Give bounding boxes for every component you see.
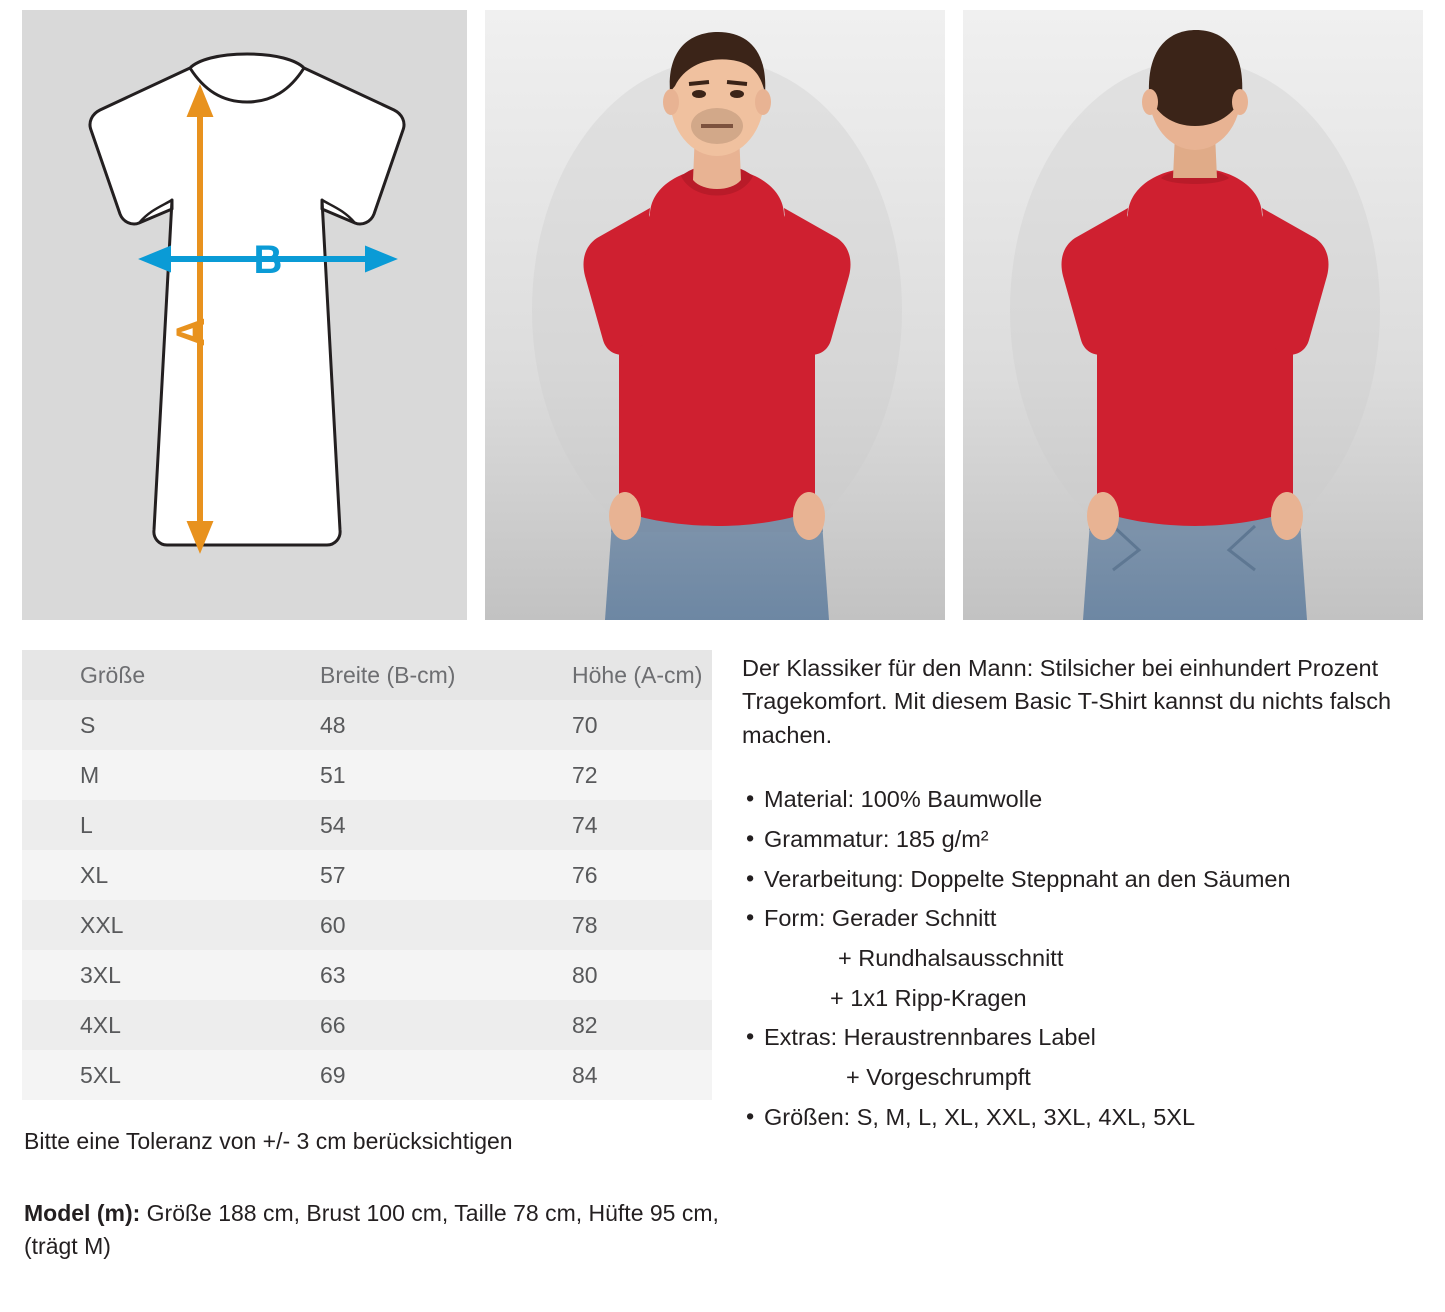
cell-width: 57 [262,850,514,900]
table-row [22,800,712,850]
description-column [742,650,1422,1264]
list-item: + Rundhalsausschnitt [838,944,1064,971]
tolerance-note: Bitte eine Toleranz von +/- 3 cm berücksichtigen [24,1128,513,1154]
list-item: • Material: 100% Baumwolle [742,782,1422,818]
cell-height: 78 [514,900,712,950]
model-note-label: Model (m): [24,1200,141,1226]
table-row [22,1000,712,1050]
table-row [22,700,712,750]
cell-size: 4XL [22,1000,262,1050]
cell-height: 84 [514,1050,712,1100]
measurement-diagram-panel [22,10,467,620]
cell-size: L [22,800,262,850]
list-item: • Verarbeitung: Doppelte Steppnaht an den Säumen [742,862,1422,898]
diagram-label-b: B [253,238,283,282]
table-row [22,900,712,950]
col-header-height: Höhe (A-cm) [514,650,712,700]
cell-height: 80 [514,950,712,1000]
table-row [22,1050,712,1100]
model-front-photo [485,10,945,620]
cell-width: 48 [262,700,514,750]
list-item: • Form: Gerader Schnitt [742,901,1422,937]
col-header-size: Größe [22,650,262,700]
cell-width: 69 [262,1050,514,1100]
cell-width: 63 [262,950,514,1000]
col-header-width: Breite (B-cm) [262,650,514,700]
tshirt-diagram-icon [22,10,467,620]
list-item: • Extras: Heraustrennbares Label [742,1020,1422,1056]
list-item: + Vorgeschrumpft [846,1064,1031,1091]
cell-width: 51 [262,750,514,800]
size-table [22,650,712,1100]
table-row [22,750,712,800]
list-item: • Größen: S, M, L, XL, XXL, 3XL, 4XL, 5XL [742,1100,1422,1136]
cell-height: 82 [514,1000,712,1050]
cell-height: 74 [514,800,712,850]
size-table-column [22,650,719,1264]
cell-size: S [22,700,262,750]
cell-height: 76 [514,850,712,900]
cell-width: 54 [262,800,514,850]
table-row [22,950,712,1000]
list-item: • Grammatur: 185 g/m² [742,822,1422,858]
model-back-illustration [963,10,1423,620]
model-note [22,1197,724,1264]
model-back-photo [963,10,1423,620]
model-front-illustration [485,10,945,620]
model-note-text: Größe 188 cm, Brust 100 cm, Taille 78 cm, Hüfte 95 cm, (trägt M) [24,1200,719,1260]
product-images-row [0,0,1445,620]
cell-size: 3XL [22,950,262,1000]
diagram-label-a: A [169,317,213,347]
cell-size: 5XL [22,1050,262,1100]
description-intro: Der Klassiker für den Mann: Stilsicher bei einhundert Prozent Tragekomfort. Mit diesem Basic T-Shirt kannst du nichts falsch machen. [742,655,1392,748]
cell-height: 72 [514,750,712,800]
cell-width: 66 [262,1000,514,1050]
table-row [22,850,712,900]
list-item: + 1x1 Ripp-Kragen [830,984,1027,1011]
details-section [0,620,1445,1264]
feature-list [742,782,1422,1135]
cell-size: M [22,750,262,800]
cell-width: 60 [262,900,514,950]
cell-size: XL [22,850,262,900]
cell-size: XXL [22,900,262,950]
cell-height: 70 [514,700,712,750]
table-header-row [22,650,712,700]
